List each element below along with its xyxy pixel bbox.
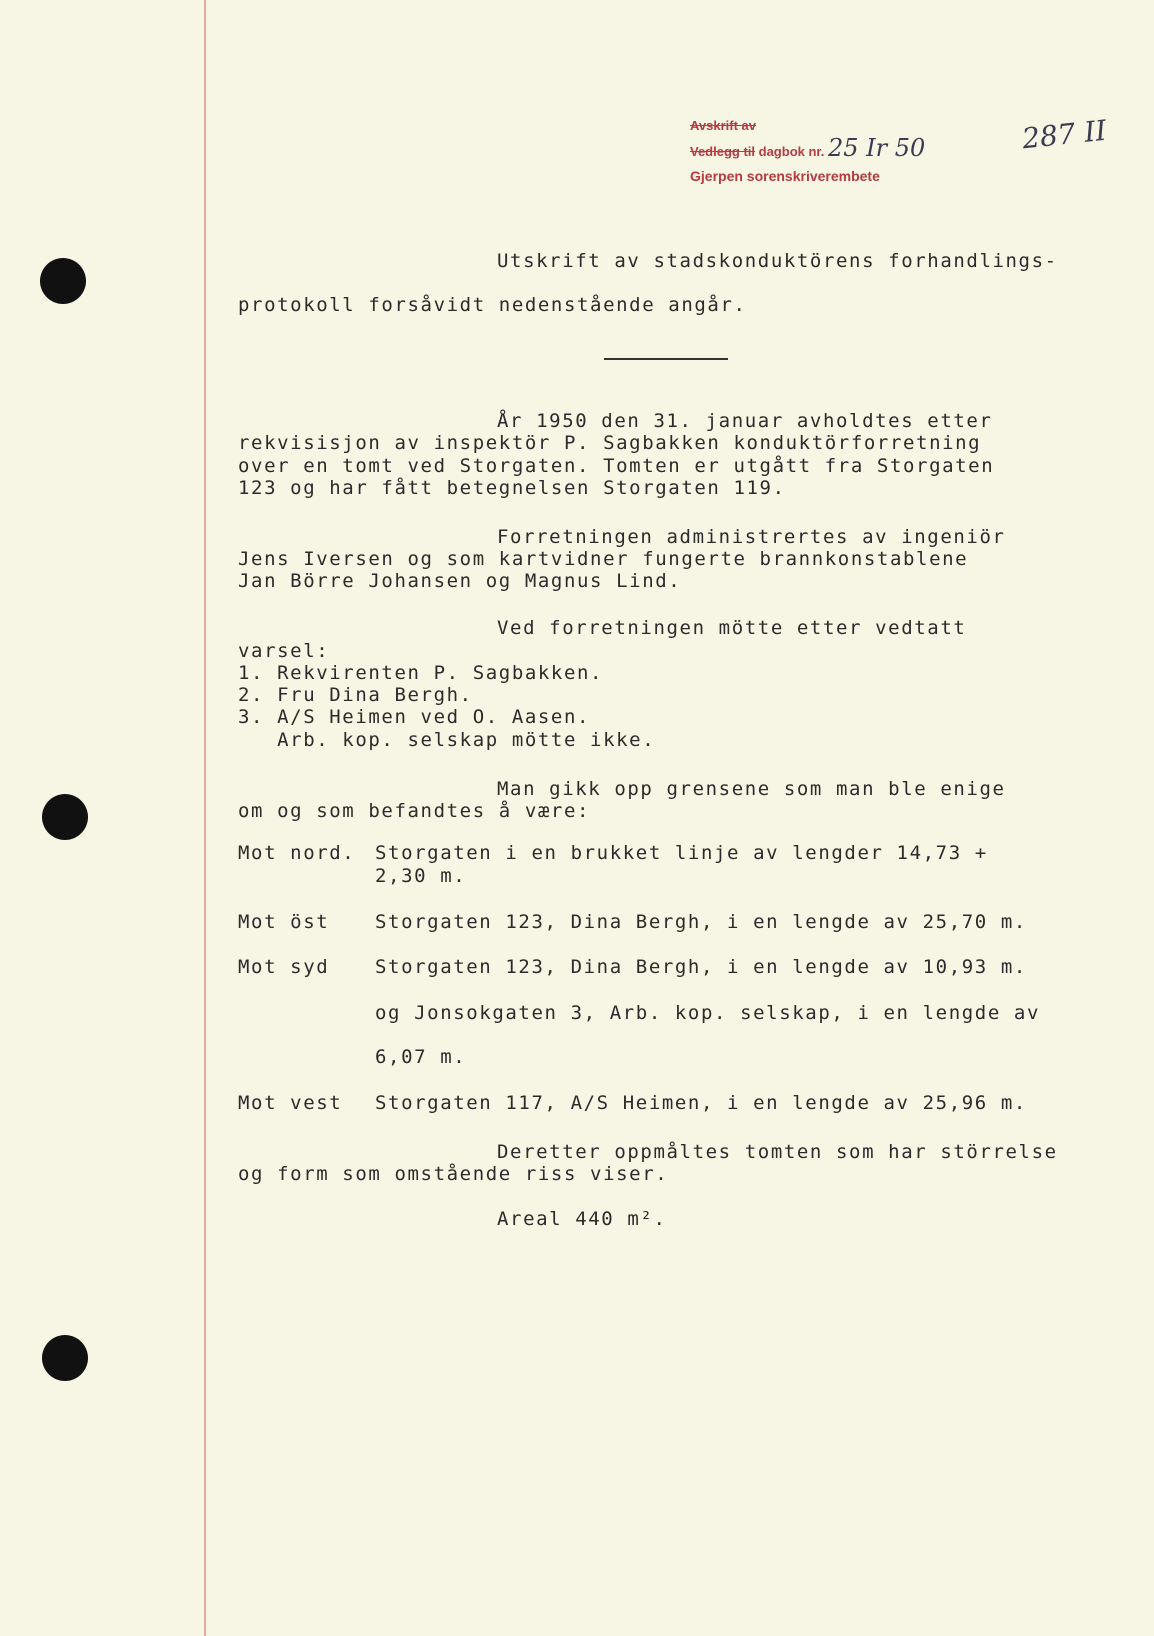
registry-stamp bbox=[690, 118, 925, 185]
attendee-list-item: 1. Rekvirenten P. Sagbakken. bbox=[238, 662, 604, 684]
handwritten-date: 25 Ir 50 bbox=[828, 133, 926, 162]
margin-rule bbox=[204, 0, 206, 1636]
boundary-north-label: Mot nord. bbox=[238, 842, 356, 864]
paragraph-1-line-3: over en tomt ved Storgaten. Tomten er utgått fra Storgaten bbox=[238, 455, 995, 477]
section-divider bbox=[604, 358, 728, 360]
paragraph-4-line-2: om og som befandtes å være: bbox=[238, 800, 591, 822]
paragraph-1-line-2: rekvisisjon av inspektör P. Sagbakken konduktörforretning bbox=[238, 432, 982, 454]
stamp-dagbok-label: dagbok nr. bbox=[758, 143, 825, 159]
paragraph-3-line-1: Ved forretningen mötte etter vedtatt bbox=[497, 617, 967, 639]
stamp-line-1: Avskrift av bbox=[690, 118, 756, 133]
paragraph-2-line-1: Forretningen administrertes av ingeniör bbox=[497, 526, 1006, 548]
boundary-north-text: 2,30 m. bbox=[375, 865, 467, 887]
area-statement: Areal 440 m². bbox=[497, 1208, 667, 1230]
punch-hole-bottom bbox=[42, 1335, 88, 1381]
punch-hole-middle bbox=[42, 794, 88, 840]
paragraph-2-line-2: Jens Iversen og som kartvidner fungerte brannkonstablene bbox=[238, 548, 969, 570]
paragraph-5-line-2: og form som omstående riss viser. bbox=[238, 1163, 669, 1185]
paragraph-4-line-1: Man gikk opp grensene som man ble enige bbox=[497, 778, 1006, 800]
boundary-south-label: Mot syd bbox=[238, 956, 330, 978]
paragraph-5-line-1: Deretter oppmåltes tomten som har störrelse bbox=[497, 1141, 1058, 1163]
boundary-south-text: Storgaten 123, Dina Bergh, i en lengde av 10,93 m. bbox=[375, 956, 1027, 978]
stamp-line-2: Vedlegg til bbox=[690, 143, 756, 159]
boundary-west-text: Storgaten 117, A/S Heimen, i en lengde av 25,96 m. bbox=[375, 1092, 1027, 1114]
punch-hole-top bbox=[40, 258, 86, 304]
paragraph-1-line-4: 123 og har fått betegnelsen Storgaten 119. bbox=[238, 477, 786, 499]
handwritten-folio-number: 287 II bbox=[1020, 113, 1108, 156]
attendee-list-item: Arb. kop. selskap mötte ikke. bbox=[238, 729, 656, 751]
boundary-south-text: og Jonsokgaten 3, Arb. kop. selskap, i en lengde av bbox=[375, 1002, 1040, 1024]
boundary-north-text: Storgaten i en brukket linje av lengder 14,73 + bbox=[375, 842, 988, 864]
heading-line-1: Utskrift av stadskonduktörens forhandlings- bbox=[497, 250, 1058, 272]
paragraph-2-line-3: Jan Börre Johansen og Magnus Lind. bbox=[238, 570, 682, 592]
boundary-west-label: Mot vest bbox=[238, 1092, 343, 1114]
stamp-office: Gjerpen sorenskriverembete bbox=[690, 168, 880, 185]
paragraph-3-line-2: varsel: bbox=[238, 640, 330, 662]
boundary-east-text: Storgaten 123, Dina Bergh, i en lengde av 25,70 m. bbox=[375, 911, 1027, 933]
attendee-list-item: 3. A/S Heimen ved O. Aasen. bbox=[238, 706, 591, 728]
attendee-list-item: 2. Fru Dina Bergh. bbox=[238, 684, 473, 706]
boundary-south-text: 6,07 m. bbox=[375, 1046, 467, 1068]
heading-line-2: protokoll forsåvidt nedenstående angår. bbox=[238, 294, 747, 316]
paragraph-1-line-1: År 1950 den 31. januar avholdtes etter bbox=[497, 410, 993, 432]
boundary-east-label: Mot öst bbox=[238, 911, 330, 933]
